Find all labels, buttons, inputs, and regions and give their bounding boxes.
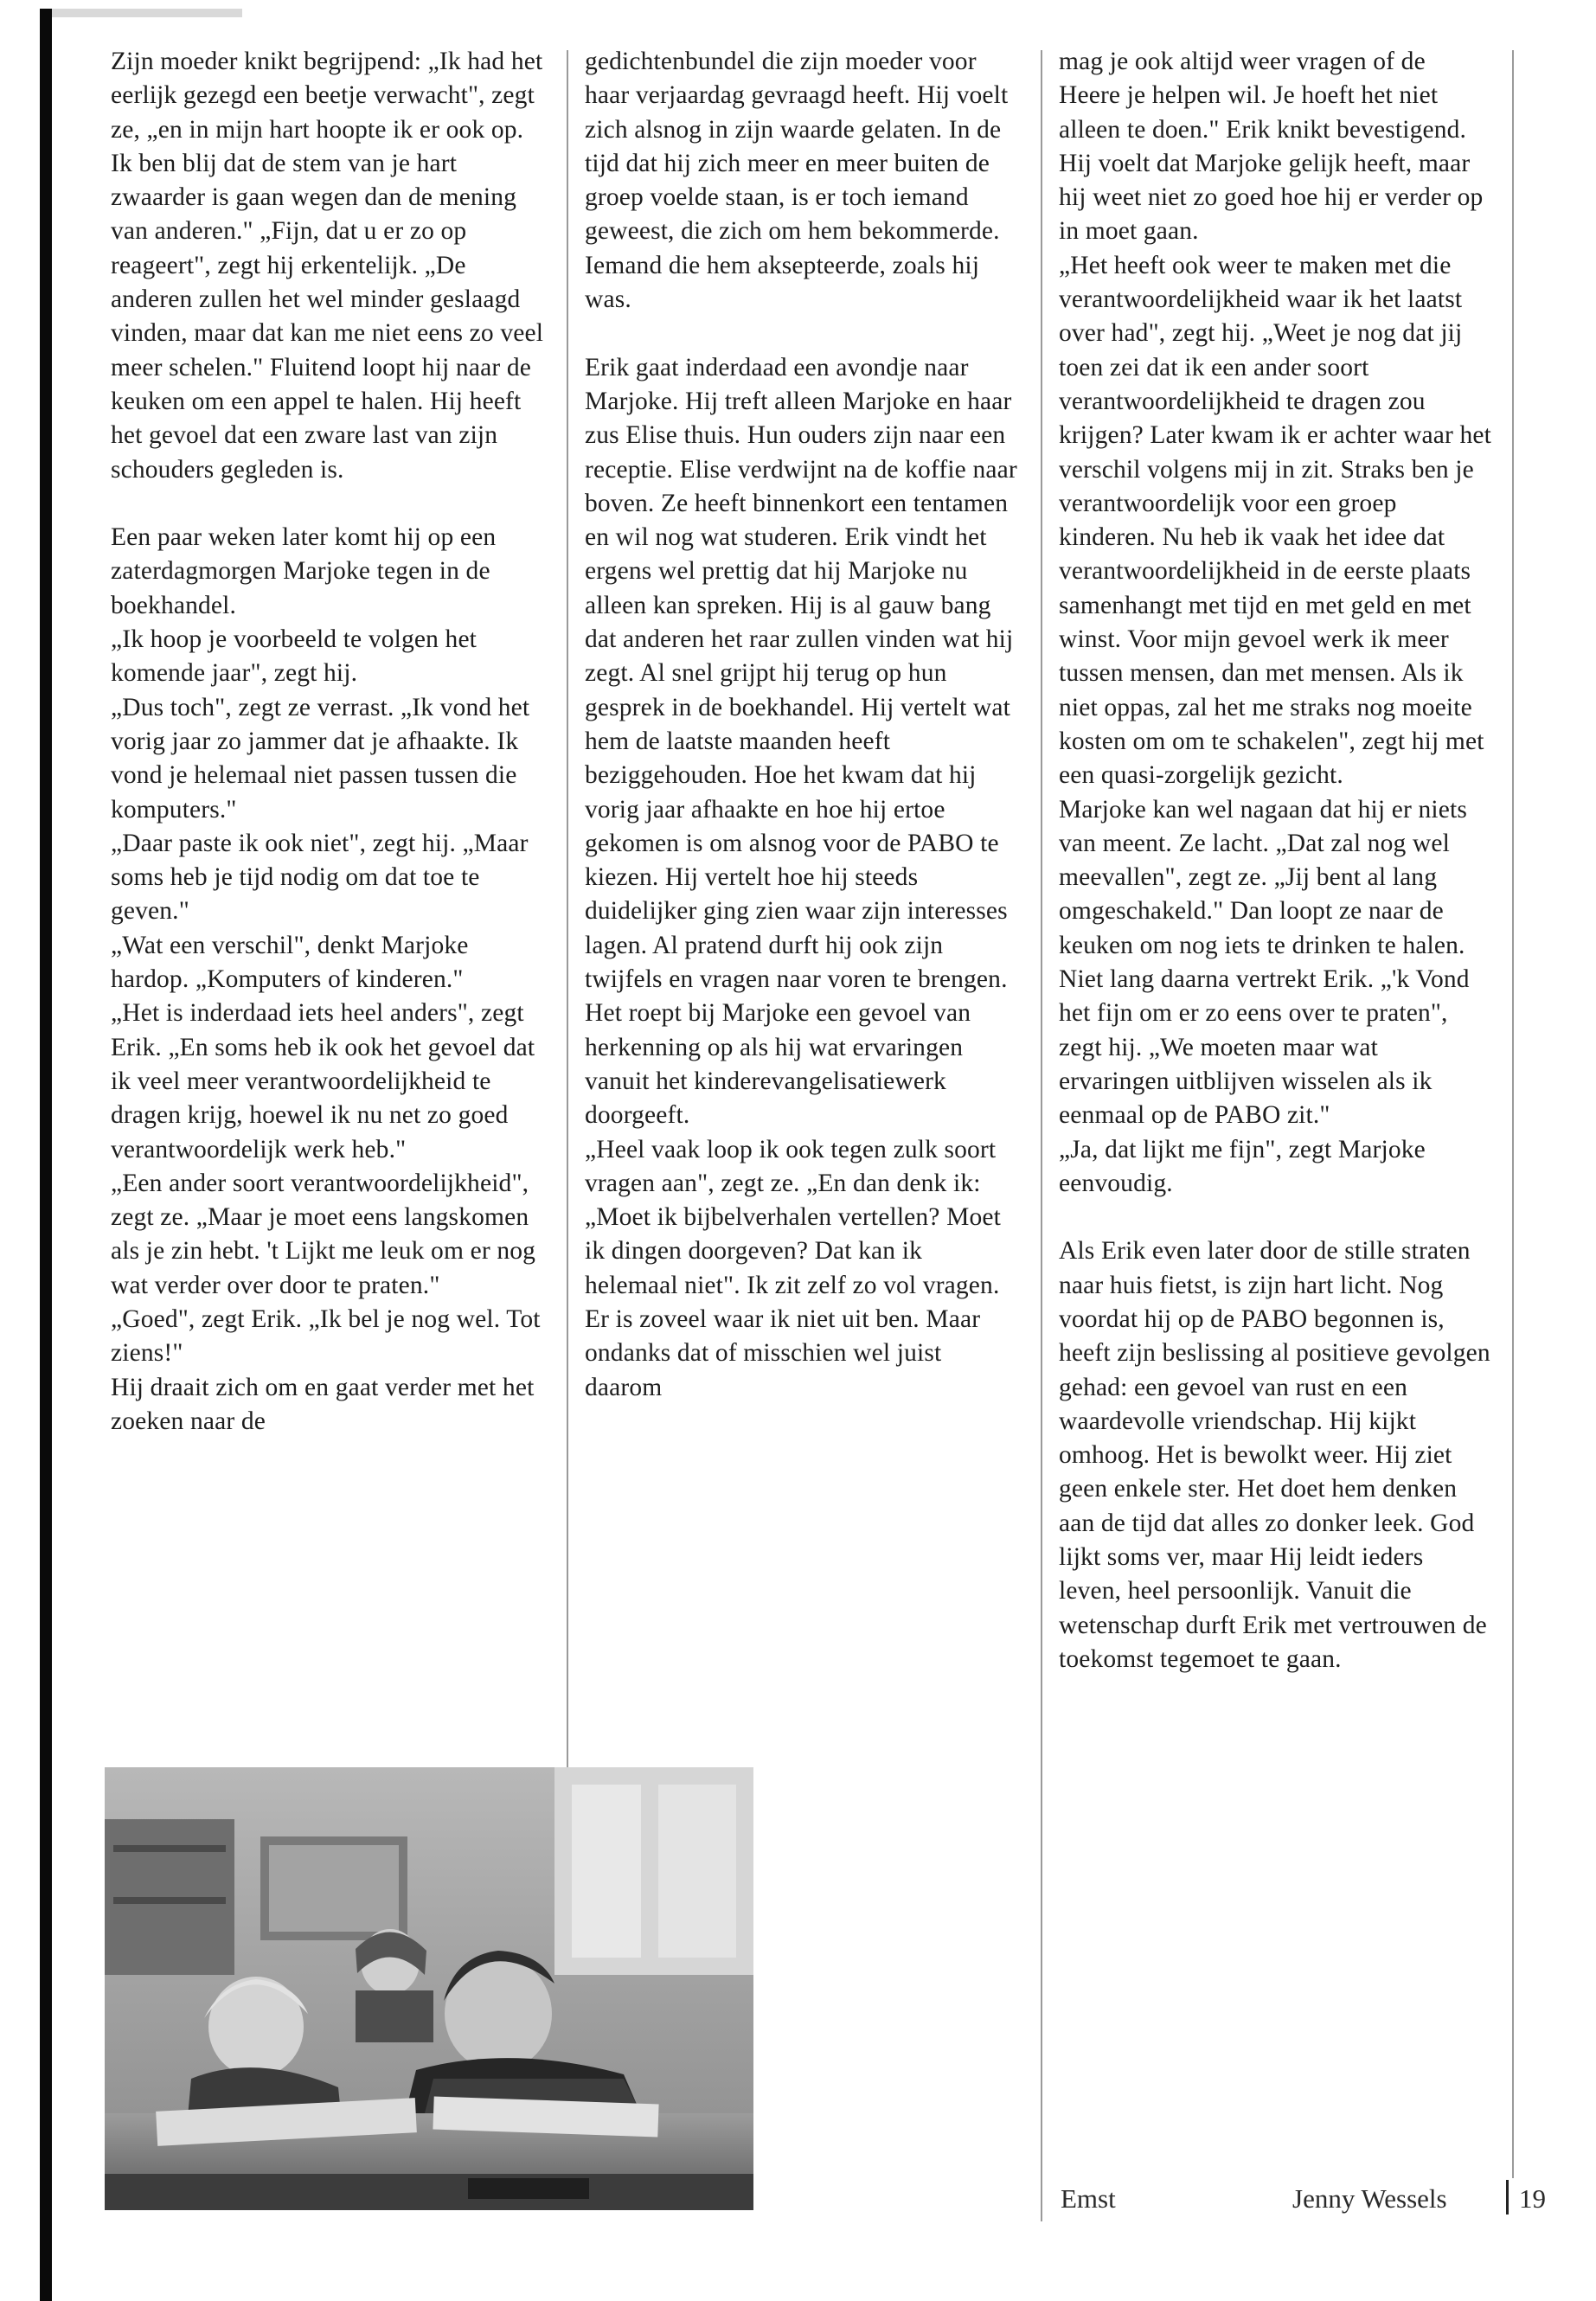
article-column-3 (1059, 45, 1491, 1676)
paragraph: „Dus toch", zegt ze verrast. „Ik vond het vorig jaar zo jammer dat je afhaakte. Ik vond je helemaal niet passen tussen die komputers." (111, 693, 530, 824)
paragraph: Erik gaat inderdaad een avondje naar Marjoke. Hij treft alleen Marjoke en haar zus Elise thuis. Hun ouders zijn naar een receptie. Elise verdwijnt na de koffie naar boven. Ze heeft binnenkort een tentamen en wil nog wat studeren. Erik vindt het ergens wel prettig dat hij Marjoke nu alleen kan spreken. Hij is al gauw bang dat anderen het raar zullen vinden wat hij zegt. Al snel grijpt hij terug op hun gesprek in de boekhandel. Hij vertelt wat hem de laatste maanden heeft beziggehouden. Hoe het kwam dat hij vorig jaar afhaakte en hoe hij ertoe gekomen is om alsnog voor de PABO te kiezen. Hij vertelt hoe hij steeds duidelijker ging zien waar zijn interesses lagen. Al pratend durft hij ook zijn twijfels en vragen naar voren te brengen. Het roept bij Marjoke een gevoel van herkenning op als hij wat ervaringen vanuit het kinderevangelisatiewerk doorgeeft. (585, 353, 1017, 1130)
paragraph: Een paar weken later komt hij op een zaterdagmorgen Marjoke tegen in de boekhandel. (111, 523, 497, 619)
paragraph: „Heel vaak loop ik ook tegen zulk soort vragen aan", zegt ze. „En dan denk ik: „Moet ik bijbelverhalen vertellen? Moet ik dingen doorgeven? Dat kan ik helemaal niet". Ik zit zelf zo vol vragen. Er is zoveel waar ik niet uit ben. Maar ondanks dat of misschien wel juist daarom (585, 1135, 1001, 1401)
paragraph: gedichtenbundel die zijn moeder voor haar verjaardag gevraagd heeft. Hij voelt zich alsnog in zijn waarde gelaten. In de tijd dat hij zich meer en meer buiten de groep voelde staan, is er toch iemand geweest, die zich om hem bekommerde. Iemand die hem aksepteerde, zoals hij was. (585, 48, 1009, 314)
paragraph: „Daar paste ik ook niet", zegt hij. „Maar soms heb je tijd nodig om dat toe te geven." (111, 829, 529, 926)
paragraph: mag je ook altijd weer vragen of de Heere je helpen wil. Je hoeft het niet alleen te doen." Erik knikt bevestigend. Hij voelt dat Marjoke gelijk heeft, maar hij weet niet zo goed hoe hij er verder op in moet gaan. (1059, 48, 1484, 246)
paragraph: „Ik hoop je voorbeeld te volgen het komende jaar", zegt hij. (111, 625, 478, 688)
paragraph: Zijn moeder knikt begrijpend: „Ik had het eerlijk gezegd een beetje verwacht", zegt ze, „en in mijn hart hoopte ik er ook op. Ik ben blij dat de stem van je hart zwaarder is gaan wegen dan de mening van anderen." „Fijn, dat u er zo op reageert", zegt hij erkentelijk. „De anderen zullen het wel minder geslaagd vinden, maar dat kan me niet eens zo veel meer schelen." Fluitend loopt hij naar de keuken om een appel te halen. Hij heeft het gevoel dat een zware last van zijn schouders gegleden is. (111, 48, 544, 484)
column-rule-left (567, 50, 568, 1772)
paragraph: „Een ander soort verantwoordelijkheid", zegt ze. „Maar je moet eens langskomen als je zin hebt. 't Lijkt me leuk om er nog wat verder over door te praten." (111, 1169, 536, 1299)
paragraph: Marjoke kan wel nagaan dat hij er niets van meent. Ze lacht. „Dat zal nog wel meevallen", zegt ze. „Jij bent al lang omgeschakeld." Dan loopt ze naar de keuken om nog iets te drinken te halen. (1059, 795, 1467, 959)
paragraph: „Goed", zegt Erik. „Ik bel je nog wel. Tot ziens!" (111, 1304, 541, 1368)
scan-artifact (52, 9, 242, 17)
paragraph: Als Erik even later door de stille straten naar huis fietst, is zijn hart licht. Nog voordat hij op de PABO begonnen is, heeft zijn beslissing al positieve gevolgen gehad: een gevoel van rust en een waardevolle vriendschap. Hij kijkt omhoog. Het is bewolkt weer. Hij ziet geen enkele ster. Het doet hem denken aan de tijd dat alles zo donker leek. God lijkt soms ver, maar Hij leidt ieders leven, heel persoonlijk. Vanuit die wetenschap durft Erik met vertrouwen de toekomst tegemoet te gaan. (1059, 1237, 1490, 1673)
column-rule-right (1041, 50, 1042, 2221)
paragraph: „Ja, dat lijkt me fijn", zegt Marjoke eenvoudig. (1059, 1135, 1426, 1197)
paragraph: „Wat een verschil", denkt Marjoke hardop. „Komputers of kinderen." (111, 931, 469, 994)
classroom-photo-illustration (105, 1767, 753, 2210)
paragraph: „Het is inderdaad iets heel anders", zegt Erik. „En soms heb ik ook het gevoel dat ik veel meer verantwoordelijkheid te dragen krijg, hoewel ik nu net zo goed verantwoordelijk werk heb." (111, 999, 535, 1163)
footer-place: Emst (1061, 2183, 1116, 2214)
classroom-photo (105, 1767, 753, 2210)
page-number: 19 (1519, 2183, 1546, 2214)
footer-divider (1506, 2180, 1509, 2214)
paragraph: Niet lang daarna vertrekt Erik. „'k Vond het fijn om er zo eens over te praten", zegt hij. „We moeten maar wat ervaringen uitblijven wisselen als ik eenmaal op de PABO zit." (1059, 965, 1470, 1130)
article-column-1 (111, 45, 548, 1439)
page-binding-edge (40, 9, 52, 2301)
paragraph: Hij draait zich om en gaat verder met het zoeken naar de (111, 1373, 535, 1435)
footer-author: Jenny Wessels (1292, 2183, 1447, 2214)
paragraph: „Het heeft ook weer te maken met die verantwoordelijkheid waar ik het laatst over had", zegt hij. „Weet je nog dat jij toen zei dat ik een ander soort verantwoordelijkheid te dragen zou krijgen? Later kwam ik er achter waar het verschil volgens mij in zit. Straks ben je verantwoordelijk voor een groep kinderen. Nu heb ik vaak het idee dat verantwoordelijkheid in de eerste plaats samenhangt met tijd en met geld en met winst. Voor mijn gevoel werk ik meer tussen mensen, dan met mensen. Als ik niet oppas, zal het me straks nog moeite kosten om om te schakelen", zegt hij met een quasi-zorgelijk gezicht. (1059, 251, 1492, 790)
column-rule-outer (1512, 50, 1514, 2178)
article-column-2 (585, 45, 1017, 1405)
